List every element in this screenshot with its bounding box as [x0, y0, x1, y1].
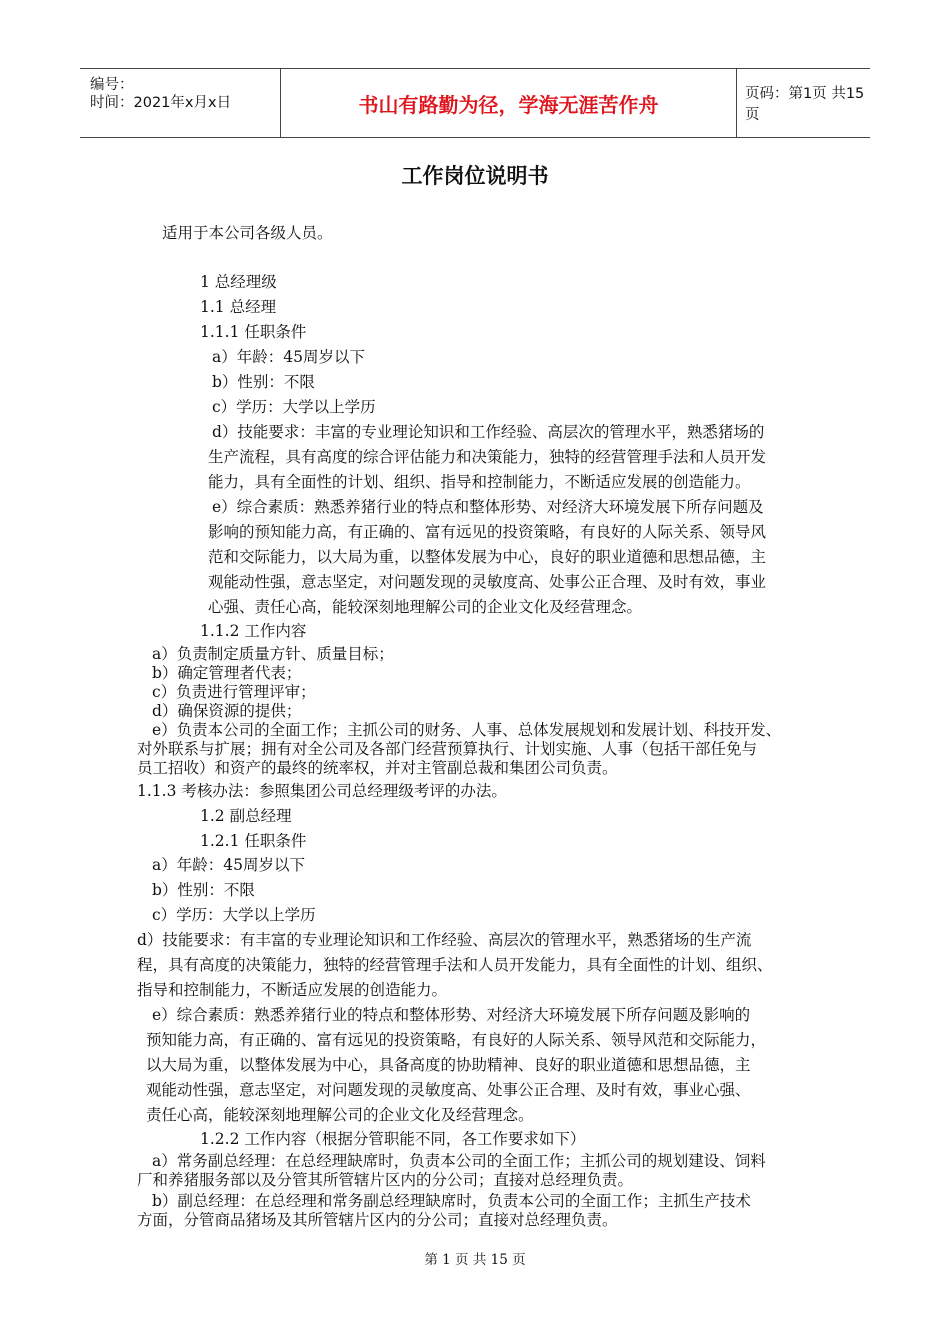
section-heading: 1.1.2 工作内容 — [200, 622, 307, 640]
paragraph-line: e）负责本公司的全面工作；主抓公司的财务、人事、总体发展规划和发展计划、科技开发、 — [152, 721, 782, 739]
scope-line: 适用于本公司各级人员。 — [162, 224, 333, 242]
paragraph-line: b）副总经理：在总经理和常务副总经理缺席时，负责本公司的全面工作；主抓生产技术 — [152, 1192, 751, 1210]
paragraph-line: 程，具有高度的决策能力，独特的经营管理手法和人员开发能力，具有全面性的计划、组织、 — [137, 956, 773, 974]
document-title: 工作岗位说明书 — [401, 164, 549, 188]
list-item: d）确保资源的提供； — [152, 702, 302, 720]
list-item: b）性别：不限 — [152, 881, 255, 899]
paragraph-line: 观能动性强，意志坚定，对问题发现的灵敏度高、处事公正合理、及时有效，事业 — [208, 573, 767, 591]
paragraph-line: 厂和养猪服务部以及分管其所管辖片区内的分公司；直接对总经理负责。 — [137, 1171, 634, 1189]
list-item: b）性别：不限 — [212, 373, 315, 391]
paragraph-line: d）技能要求：丰富的专业理论知识和工作经验、高层次的管理水平，熟悉猪场的 — [212, 423, 765, 441]
paragraph-line: 方面，分管商品猪场及其所管辖片区内的分公司；直接对总经理负责。 — [137, 1211, 618, 1229]
paragraph-line: a）常务副总经理：在总经理缺席时，负责本公司的全面工作；主抓公司的规划建设、饲料 — [152, 1152, 766, 1170]
paragraph-line: 指导和控制能力，不断适应发展的创造能力。 — [137, 981, 448, 999]
paragraph-line: 观能动性强，意志坚定，对问题发现的灵敏度高、处事公正合理、及时有效，事业心强、 — [146, 1081, 751, 1099]
list-item: a）年龄：45周岁以下 — [212, 348, 365, 366]
paragraph-line: e）综合素质：熟悉养猪行业的特点和整体形势、对经济大环境发展下所存问题及影响的 — [152, 1006, 751, 1024]
paragraph-line: 影响的预知能力高，有正确的、富有远见的投资策略，有良好的人际关系、领导风 — [208, 523, 767, 541]
paragraph-line: 责任心高，能较深刻地理解公司的企业文化及经营理念。 — [146, 1106, 534, 1124]
section-heading: 1.2.2 工作内容（根据分管职能不同，各工作要求如下） — [200, 1130, 586, 1148]
document-date: 时间：2021年x月x日 — [90, 95, 232, 111]
paragraph-line: d）技能要求：有丰富的专业理论知识和工作经验、高层次的管理水平，熟悉猪场的生产流 — [137, 931, 752, 949]
list-item: a）负责制定质量方针、质量目标； — [152, 645, 394, 663]
header-motto: 书山有路勤为径，学海无涯苦作舟 — [280, 69, 737, 137]
paragraph-line: 生产流程，具有高度的综合评估能力和决策能力，独特的经营管理手法和人员开发 — [208, 448, 767, 466]
section-heading: 1.2 副总经理 — [200, 807, 292, 825]
header-page-info: 页码：第1页 共15页 — [745, 86, 865, 123]
paragraph-line: 能力，具有全面性的计划、组织、指导和控制能力，不断适应发展的创造能力。 — [208, 473, 751, 491]
paragraph-line: 预知能力高，有正确的、富有远见的投资策略，有良好的人际关系、领导风范和交际能力， — [146, 1031, 767, 1049]
list-item: b）确定管理者代表； — [152, 664, 302, 682]
section-heading: 1.2.1 任职条件 — [200, 832, 307, 850]
list-item: c）学历：大学以上学历 — [212, 398, 376, 416]
paragraph-line: 对外联系与扩展；拥有对全公司及各部门经营预算执行、计划实施、人事（包括干部任免与 — [137, 740, 758, 758]
page-footer: 第 1 页 共 15 页 — [424, 1252, 526, 1268]
paragraph-line: 范和交际能力，以大局为重，以整体发展为中心，良好的职业道德和思想品德，主 — [208, 548, 767, 566]
document-number-label: 编号： — [90, 77, 134, 93]
header-meta-cell — [80, 69, 280, 137]
paragraph-line: 以大局为重，以整体发展为中心，具备高度的协助精神、良好的职业道德和思想品德，主 — [146, 1056, 751, 1074]
section-heading: 1 总经理级 — [200, 273, 277, 291]
section-heading: 1.1.1 任职条件 — [200, 323, 307, 341]
list-item: c）负责进行管理评审； — [152, 683, 316, 701]
list-item: a）年龄：45周岁以下 — [152, 856, 305, 874]
section-heading: 1.1.3 考核办法：参照集团公司总经理级考评的办法。 — [137, 782, 507, 800]
paragraph-line: 员工招收）和资产的最终的统率权，并对主管副总裁和集团公司负责。 — [137, 759, 618, 777]
paragraph-line: 心强、责任心高，能较深刻地理解公司的企业文化及经营理念。 — [208, 598, 643, 616]
section-heading: 1.1 总经理 — [200, 298, 277, 316]
paragraph-line: e）综合素质：熟悉养猪行业的特点和整体形势、对经济大环境发展下所存问题及 — [212, 498, 764, 516]
list-item: c）学历：大学以上学历 — [152, 906, 316, 924]
page-header — [80, 68, 870, 138]
